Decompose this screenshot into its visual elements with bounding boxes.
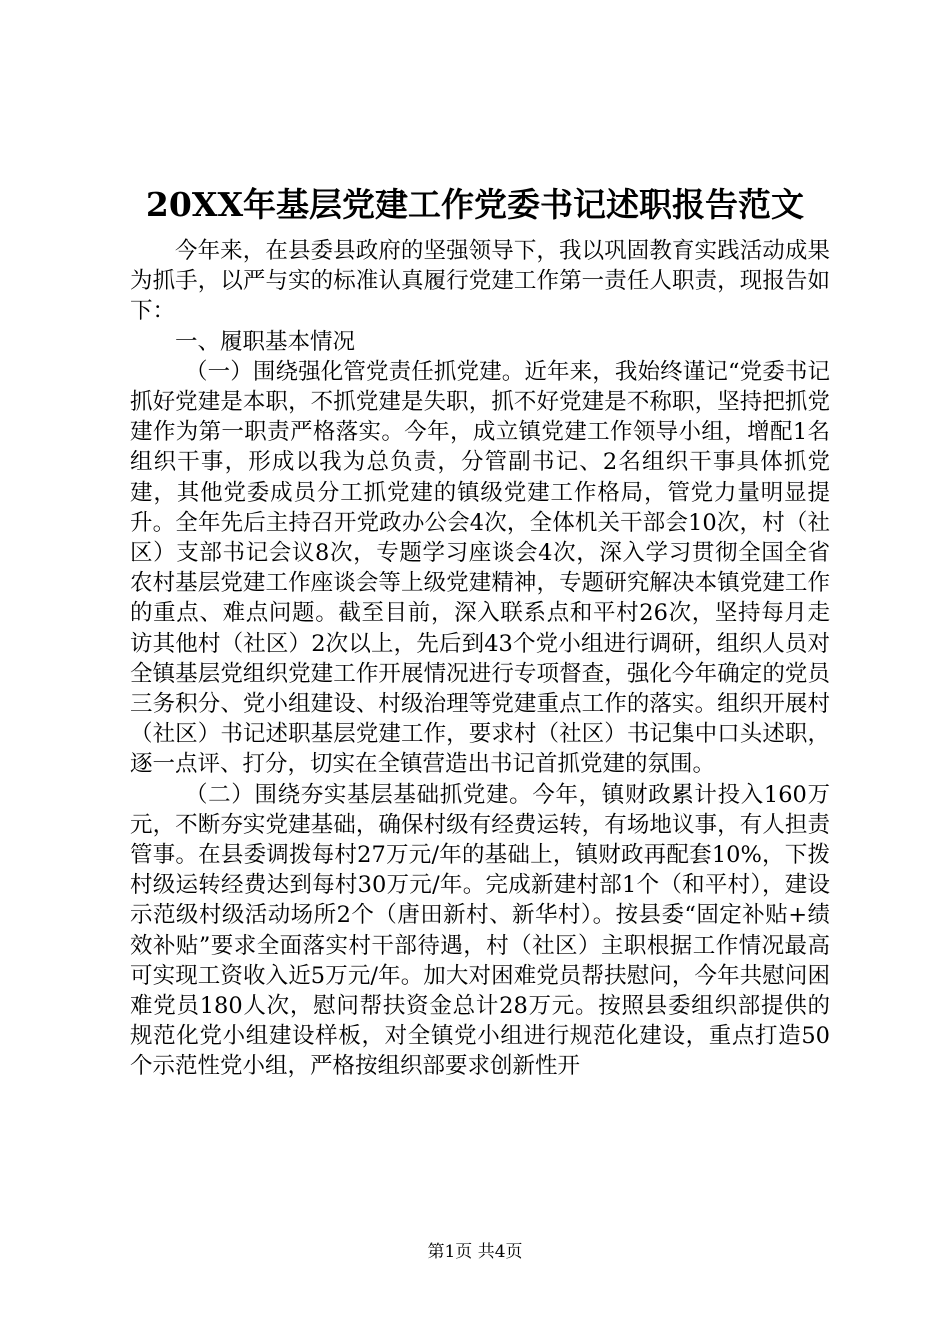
page-footer: 第1页 共4页 (427, 1242, 523, 1262)
subsection-paragraph-2: （二）围绕夯实基层基础抓党建。今年，镇财政累计投入160万元，不断夯实党建基础，确保村级有经费运转，有场地议事，有人担责管事。在县委调拨每村27万元/年的基础上，镇财政再配套10%，下拨村级运转经费达到每村30万元/年。完成新建村部1个（和平村），建设示范级村级活动场所2个（唐田新村、新华村）。按县委“固定补贴+绩效补贴”要求全面落实村干部待遇，村（社区）主职根据工作情况最高可实现工资收入近5万元/年。加大对困难党员帮扶慰问，今年共慰问困难党员180人次，慰问帮扶资金总计28万元。按照县委组织部提供的规范化党小组建设样板，对全镇党小组进行规范化建设，重点打造50个示范性党小组，严格按组织部要求创新性开 (130, 781, 830, 1080)
document-title: 20XX年基层党建工作党委书记述职报告范文 (145, 185, 805, 224)
document-body (130, 236, 830, 1082)
subsection-paragraph-1: （一）围绕强化管党责任抓党建。近年来，我始终谨记“党委书记抓好党建是本职，不抓党建是失职，抓不好党建是不称职，坚持把抓党建作为第一职责严格落实。今年，成立镇党建工作领导小组，增配1名组织干事，形成以我为总负责，分管副书记、2名组织干事具体抓党建，其他党委成员分工抓党建的镇级党建工作格局，管党力量明显提升。全年先后主持召开党政办公会4次，全体机关干部会10次，村（社区）支部书记会议8次，专题学习座谈会4次，深入学习贯彻全国全省农村基层党建工作座谈会等上级党建精神，专题研究解决本镇党建工作的重点、难点问题。截至目前，深入联系点和平村26次，坚持每月走访其他村（社区）2次以上，先后到43个党小组进行调研，组织人员对全镇基层党组织党建工作开展情况进行专项督查，强化今年确定的党员三务积分、党小组建设、村级治理等党建重点工作的落实。组织开展村（社区）书记述职基层党建工作，要求村（社区）书记集中口头述职，逐一点评、打分，切实在全镇营造出书记首抓党建的氛围。 (130, 358, 830, 778)
intro-paragraph: 今年来，在县委县政府的坚强领导下，我以巩固教育实践活动成果为抓手，以严与实的标准认真履行党建工作第一责任人职责，现报告如下： (130, 238, 830, 325)
section-heading: 一、履职基本情况 (175, 328, 356, 355)
